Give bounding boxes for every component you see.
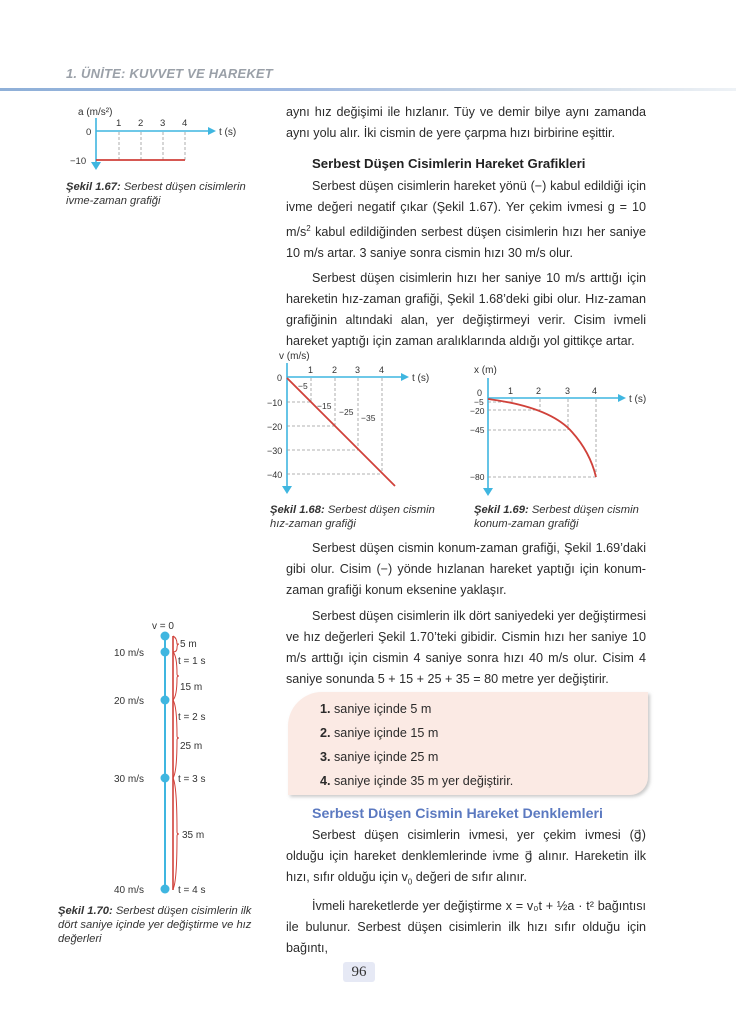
svg-text:−5: −5 (298, 381, 308, 391)
svg-text:4: 4 (182, 118, 188, 129)
figure-1-70-free-fall-diagram (110, 616, 270, 896)
summary-item-1: 1. saniye içinde 5 m (320, 702, 432, 716)
svg-text:20 m/s: 20 m/s (114, 696, 145, 707)
svg-text:3: 3 (565, 386, 571, 396)
svg-text:2: 2 (536, 386, 542, 396)
svg-text:−10: −10 (267, 398, 283, 408)
x-axis-label: t (s) (629, 394, 647, 405)
svg-text:t = 3 s: t = 3 s (178, 774, 206, 785)
summary-item-4: 4. saniye içinde 35 m yer değiştirir. (320, 774, 514, 788)
svg-text:−30: −30 (267, 446, 283, 456)
header-rule (0, 88, 736, 91)
velocity-graph-svg (255, 348, 455, 500)
svg-text:15 m: 15 m (180, 682, 203, 693)
page-number: 96 (343, 962, 375, 982)
svg-text:−5: −5 (474, 397, 484, 407)
acceleration-graph-svg (60, 104, 260, 174)
displacement-summary-box (288, 692, 648, 795)
svg-text:−10: −10 (70, 156, 87, 167)
figure-1-67-caption: Şekil 1.67: Serbest düşen cisimlerin ivme-zaman grafiği (66, 181, 246, 207)
svg-text:1: 1 (508, 386, 514, 396)
svg-text:1: 1 (308, 365, 314, 375)
paragraph-5: Serbest düşen cisimlerin ilk dört saniyedeki yer değiştirmesi ve hız değerleri Şekil 1.70’teki gibidir. Cismin hızı her saniye 10 m/s arttığı için cismin 4 saniye sonra hızı 40 m/s olur. Cisim 4 saniye sonunda 5 + 15 + 25 + 35 = 80 metre yer değiştirir. (286, 609, 646, 686)
svg-text:0: 0 (477, 388, 483, 398)
svg-text:−80: −80 (470, 472, 485, 482)
svg-text:t = 2 s: t = 2 s (178, 712, 206, 723)
y-axis-label: x (m) (474, 365, 497, 376)
svg-text:4: 4 (592, 386, 598, 396)
paragraph-7: İvmeli hareketlerde yer değiştirme x = v₀t + ½a · t² bağıntısı ile bulunur. Serbest düşen cisimlerin ilk hızı sıfır olduğu için bağıntı, (286, 898, 647, 955)
svg-text:−35: −35 (361, 413, 376, 423)
svg-text:25 m: 25 m (180, 741, 203, 752)
svg-text:3: 3 (160, 118, 166, 129)
svg-text:−25: −25 (339, 407, 354, 417)
svg-text:−20: −20 (267, 422, 283, 432)
figure-1-69-caption: Şekil 1.69: Serbest düşen cismin konum-zaman grafiği (474, 504, 639, 530)
summary-item-3: 3. saniye içinde 25 m (320, 750, 439, 764)
svg-text:0: 0 (277, 373, 283, 383)
heading-graphs: Serbest Düşen Cisimlerin Hareket Grafikleri (312, 156, 586, 171)
svg-text:−45: −45 (470, 425, 485, 435)
svg-text:t = 4 s: t = 4 s (178, 885, 206, 896)
paragraph-4: Serbest düşen cismin konum-zaman grafiği, Şekil 1.69’daki gibi olur. Cisim (−) yönde hızlanan hareket yaptığı için konum-zaman grafiği konum eksenine yaklaşır. (286, 541, 646, 597)
initial-velocity-label: v = 0 (152, 621, 174, 632)
position-graph-svg (460, 362, 660, 500)
figure-1-68-caption: Şekil 1.68: Serbest düşen cismin hız-zaman grafiği (270, 504, 435, 530)
svg-text:2: 2 (138, 118, 144, 129)
text-block-bottom (286, 804, 646, 959)
svg-text:t = 1 s: t = 1 s (178, 656, 206, 667)
text-block-top (286, 102, 646, 352)
svg-text:10 m/s: 10 m/s (114, 648, 145, 659)
y-axis-label: v (m/s) (279, 351, 310, 362)
svg-text:0: 0 (86, 127, 92, 138)
summary-item-2: 2. saniye içinde 15 m (320, 726, 439, 740)
svg-text:−15: −15 (317, 401, 332, 411)
svg-text:5 m: 5 m (180, 639, 197, 650)
svg-text:30 m/s: 30 m/s (114, 774, 145, 785)
heading-equations: Serbest Düşen Cismin Hareket Denklemleri (312, 806, 603, 822)
figure-1-68-velocity-time-graph (255, 348, 455, 500)
svg-text:35 m: 35 m (182, 830, 205, 841)
free-fall-diagram-svg (110, 616, 270, 896)
svg-text:−40: −40 (267, 470, 283, 480)
x-axis-label: t (s) (219, 127, 237, 138)
x-axis-label: t (s) (412, 373, 430, 384)
unit-header-title: 1. ÜNİTE: KUVVET VE HAREKET (66, 66, 273, 81)
y-axis-label: a (m/s²) (78, 107, 113, 118)
text-block-middle (286, 538, 646, 690)
figure-1-67-acceleration-time-graph (60, 104, 260, 174)
displacement-equation: x = v₀t + ½a · t² (505, 898, 594, 913)
svg-text:40 m/s: 40 m/s (114, 885, 145, 896)
svg-text:1: 1 (116, 118, 122, 129)
svg-text:−20: −20 (470, 406, 485, 416)
paragraph-6: Serbest düşen cisimlerin ivmesi, yer çekim ivmesi (g⃗) olduğu için hareket denklemlerinde ivme g⃗ alınır. Hareketin ilk hızı, sıfır olduğu için $v_0$ değeri de sıfır alınır. (286, 828, 647, 887)
svg-text:2: 2 (332, 365, 338, 375)
figure-1-70-caption: Şekil 1.70: Serbest düşen cisimlerin ilk dört saniye içinde yer değiştirme ve hız değerleri (58, 905, 252, 945)
paragraph-1: aynı hız değişimi ile hızlanır. Tüy ve demir bilye aynı zamanda aynı yolu alır. İki cismin de yere çarpma hızı birbirine eşittir. (286, 105, 646, 140)
svg-text:3: 3 (355, 365, 361, 375)
paragraph-3: Serbest düşen cisimlerin hızı her saniye 10 m/s arttığı için hareketin hız-zaman grafiği, Şekil 1.68’deki gibi olur. Hız-zaman grafiğinin altındaki alan, yer değiştirmeyi verir. Cisim ivmeli hareket yaptığı için zaman aralıklarında aldığı yol gittikçe artar. (286, 271, 646, 349)
svg-text:4: 4 (379, 365, 385, 375)
paragraph-2: Serbest düşen cisimlerin hareket yönü (−) kabul edildiği için ivme değeri negatif çıkar (Şekil 1.67). Yer çekim ivmesi g = 10 $m/s^2$ kabul edildiğinden serbest düşen cisimlerin hızı her saniye 10 m/s artar. 3 saniye sonra cismin hızı 30 m/s olur. (286, 179, 646, 261)
figure-1-69-position-time-graph (460, 362, 660, 500)
